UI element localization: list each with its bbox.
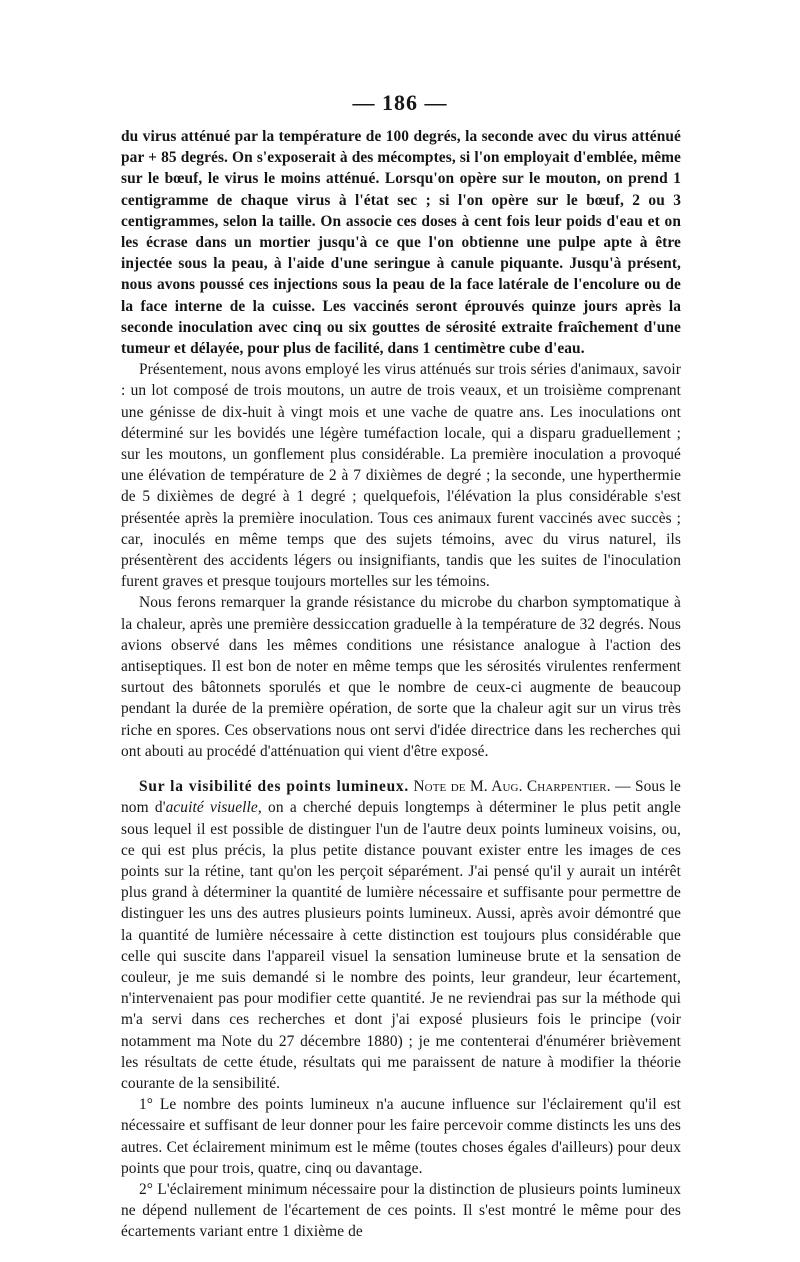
body-text <box>121 126 681 1243</box>
paragraph-4-emphasis: acuité visuelle <box>165 799 258 817</box>
paragraph-3: Nous ferons remarquer la grande résistance du microbe du charbon symptomatique à la chaleur, après une première dessiccation graduelle à la température de 32 degrés. Nous avions observé dans les mêmes conditions une résistance analogue à l'action des antiseptiques. Il est bon de noter en même temps que les sérosités virulentes renferment surtout des bâtonnets sporulés et que le nombre de ceux-ci augmente de beaucoup pendant la durée de la première opération, de sorte que la chaleur agit sur un virus très riche en spores. Ces observations nous ont servi d'idée directrice dans les recherches qui ont abouti au procédé d'atténuation qui vient d'être exposé. <box>121 594 681 760</box>
paragraph-4-part-a: — Sous le nom d' <box>121 778 681 817</box>
paragraph-5: 1° Le nombre des points lumineux n'a aucune influence sur l'éclairement qu'il est nécessaire et suffisant de leur donner pour les faire percevoir comme distincts les uns des autres. Cet éclairement minimum est le même (toutes choses égales d'ailleurs) pour deux points que pour trois, quatre, cinq ou davantage. <box>121 1096 681 1177</box>
page-number: — 186 — <box>352 90 448 115</box>
paragraph-2: Présentement, nous avons employé les virus atténués sur trois séries d'animaux, savoir : un lot composé de trois moutons, un autre de trois veaux, et un troisième comprenant une génisse de dix-huit à vingt mois et une vache de quatre ans. Les inoculations ont déterminé sur les bovidés une légère tuméfaction locale, qui a disparu graduellement ; sur les moutons, un gonflement plus considérable. La première inoculation a provoqué une élévation de température de 2 à 7 dixièmes de degré ; la seconde, une hyperthermie de 5 dixièmes de degré à 1 degré ; quelquefois, l'élévation la plus considérable s'est présentée après la première inoculation. Tous ces animaux furent vaccinés avec succès ; car, inoculés en même temps que des sujets témoins, avec du virus naturel, ils présentèrent des accidents légers ou insignifiants, tandis que les suites de l'inoculation furent graves et presque toujours mortelles sur les témoins. <box>121 361 681 591</box>
section-author: Note de M. Aug. Charpentier. <box>413 778 611 796</box>
paragraph-4-part-b: , on a cherché depuis longtemps à déterminer le plus petit angle sous lequel il est possible de distinguer l'un de l'autre deux points lumineux voisins, ou, ce qui est plus précis, la plus petite distance pouvant exister entre les images de ces points sur la rétine, tant qu'on les perçoit séparément. J'ai pensé qu'il y aurait un intérêt plus grand à déterminer la quantité de lumière nécessaire et suffisante pour permettre de distinguer les uns des autres plusieurs points lumineux. Aussi, après avoir démontré que la quantité de lumière nécessaire à cette distinction est toujours plus considérable que celle qui suscite dans l'appareil visuel la sensation lumineuse brute et la sensation de couleur, je me suis demandé si le nombre des points, leur grandeur, leur écartement, n'intervenaient pas pour modifier cette quantité. Je ne reviendrai pas sur la méthode qui m'a servi dans ces recherches et dont j'ai exposé plusieurs fois le principe (voir notamment ma Note du 27 décembre 1880) ; je me contenterai d'énumérer brièvement les résultats de cette étude, résultats qui me paraissent de nature à modifier la théorie courante de la sensibilité. <box>121 799 681 1092</box>
section-paragraph <box>121 776 681 1094</box>
paragraph-6: 2° L'éclairement minimum nécessaire pour la distinction de plusieurs points lumineux ne dépend nullement de l'écartement de ces points. Il s'est montré le même pour des écartements variant entre 1 dixième de <box>121 1180 681 1241</box>
paragraph-1: du virus atténué par la température de 100 degrés, la seconde avec du virus atténué par + 85 degrés. On s'exposerait à des mécomptes, si l'on employait d'emblée, même sur le bœuf, le virus le moins atténué. Lorsqu'on opère sur le mouton, on prend 1 centigramme de chaque virus à l'état sec ; si l'on opère sur le bœuf, 2 ou 3 centigrammes, selon la taille. On associe ces doses à cent fois leur poids d'eau et on les écrase dans un mortier jusqu'à ce que l'on obtienne une pulpe apte à être injectée sous la peau, à l'aide d'une seringue à canule piquante. Jusqu'à présent, nous avons poussé ces injections sous la peau de la face latérale de l'encolure ou de la face interne de la cuisse. Les vaccinés seront éprouvés quinze jours après la seconde inoculation avec cinq ou six gouttes de sérosité extraite fraîchement d'une tumeur et délayée, pour plus de facilité, dans 1 centimètre cube d'eau. <box>121 128 681 358</box>
section-title: Sur la visibilité des points lumineux. <box>139 778 410 796</box>
